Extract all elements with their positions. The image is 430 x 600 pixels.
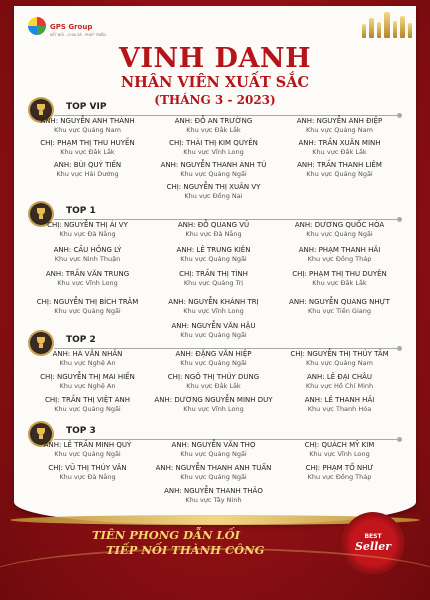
trophy-icon — [377, 22, 381, 38]
honoree-name: DƯƠNG QUỐC HÒA — [314, 221, 385, 229]
honoree-prefix: ANH: — [171, 441, 190, 449]
honoree-area: Khu vực Hồ Chí Minh — [305, 382, 374, 390]
honoree-prefix: ANH: — [289, 298, 307, 306]
honoree-name-line — [152, 183, 275, 192]
honoree — [278, 464, 401, 481]
honoree-name-line — [152, 298, 275, 307]
divider — [54, 439, 400, 440]
honoree-name: NGUYỄN ANH THÀNH — [60, 117, 135, 125]
honoree-area: Khu vực Hải Dương — [56, 170, 119, 178]
honoree-name: NGUYỄN THỊ THÚY TÂM — [307, 350, 389, 358]
honoree-name-line — [26, 221, 149, 230]
honoree-name-line — [152, 396, 275, 405]
honoree-prefix: ANH: — [296, 117, 315, 125]
decorative-wave — [0, 548, 430, 600]
honoree-area: Khu vực Vĩnh Long — [183, 307, 244, 315]
honoree-area: Khu vực Đà Nẵng — [185, 230, 242, 238]
honoree-area: Khu vực Quảng Ngãi — [180, 255, 247, 263]
honoree-prefix: ANH: — [298, 246, 317, 254]
honoree-name: NGUYỄN THANH ANH TÚ — [180, 161, 267, 169]
brand-logo — [28, 14, 106, 37]
honoree — [26, 464, 149, 481]
honoree-name: NGUYỄN THỊ MAI HIỀN — [56, 373, 135, 381]
honoree-area: Khu vực Quảng Trị — [183, 279, 244, 287]
honoree-area: Khu vực Quảng Ngãi — [180, 331, 247, 339]
honoree-area: Khu vực Quảng Ngãi — [180, 473, 247, 481]
honoree — [26, 117, 149, 134]
honoree-name-line — [152, 322, 275, 331]
honoree — [152, 161, 275, 178]
honoree-prefix: ANH: — [40, 117, 59, 125]
honoree-area: Khu vực Vĩnh Long — [57, 279, 118, 287]
trophy-icon — [400, 16, 405, 38]
honoree — [26, 396, 149, 413]
honoree-name: DƯƠNG NGUYỄN MINH DUY — [174, 396, 273, 404]
section-top-1 — [30, 206, 400, 339]
honoree-name-line — [278, 117, 401, 126]
trophy-icon — [384, 12, 390, 38]
honoree-name: VŨ THỊ THÚY VÂN — [65, 464, 127, 472]
honoree-name-line — [278, 441, 401, 450]
brand-name: GPS Group — [50, 23, 93, 31]
honoree-prefix: ANH: — [171, 322, 190, 330]
honoree-prefix: ANH: — [155, 464, 174, 472]
period-label: (THÁNG 3 - 2023) — [154, 93, 276, 107]
honoree — [26, 350, 149, 367]
honoree-name: ĐỖ QUANG VŨ — [197, 221, 250, 229]
honoree — [152, 373, 275, 390]
honoree-name-line — [152, 161, 275, 170]
divider — [54, 219, 400, 220]
honoree-name-line — [278, 373, 401, 382]
honoree-area: Khu vực Tiền Giang — [307, 307, 371, 315]
section-top-vip — [30, 102, 400, 200]
honoree-name: HÀ VĂN NHÂN — [72, 350, 123, 358]
honoree-area: Khu vực Nghệ An — [59, 359, 116, 367]
honoree-name-line — [152, 246, 275, 255]
honoree-area: Khu vực Đắk Lắk — [312, 148, 367, 156]
page-subtitle: NHÂN VIÊN XUẤT SẮC — [120, 74, 310, 91]
honoree-prefix: CHỊ: — [167, 373, 183, 381]
honoree — [278, 139, 401, 156]
honoree-prefix: ANH: — [304, 396, 323, 404]
honoree — [26, 246, 149, 263]
honoree-name: NGUYỄN ANH ĐIỆP — [316, 117, 383, 125]
honoree — [152, 221, 275, 238]
honoree-name-line — [278, 464, 401, 473]
honoree-prefix: ANH: — [52, 350, 71, 358]
section-label: TOP 1 — [66, 206, 96, 216]
honoree-name-line — [26, 298, 149, 307]
honoree-name-line — [152, 270, 275, 279]
honoree-prefix: CHỊ: — [40, 139, 55, 147]
honoree — [26, 373, 149, 390]
honoree-area: Khu vực Quảng Ngãi — [54, 405, 121, 413]
honoree-area: Khu vực Quảng Ngãi — [180, 450, 247, 458]
honoree-prefix: CHỊ: — [48, 464, 63, 472]
honoree-name: NGUYỄN THANH THẢO — [184, 487, 263, 495]
honoree-prefix: CHỊ: — [169, 139, 184, 147]
honoree — [152, 464, 275, 481]
honoree-name: ĐẶNG VĂN HIỆP — [195, 350, 252, 358]
honoree-name: NGUYỄN THỊ BÍCH TRÂM — [53, 298, 139, 306]
honoree-name: QUÁCH MỸ KIM — [321, 441, 375, 449]
honoree-prefix: CHỊ: — [179, 270, 194, 278]
honoree — [278, 373, 401, 390]
honoree — [278, 298, 401, 315]
divider — [54, 348, 400, 349]
honoree-name: CẦU HỒNG LÝ — [73, 246, 122, 254]
honoree-prefix: ANH: — [45, 270, 64, 278]
honoree-name: NGUYỄN KHÁNH TRỊ — [188, 298, 259, 306]
honoree — [152, 396, 275, 413]
honoree-area: Khu vực Vĩnh Long — [183, 148, 244, 156]
honoree-prefix: CHỊ: — [304, 441, 320, 449]
honoree-name: ĐỖ AN TRƯỜNG — [194, 117, 253, 125]
honoree-name-line — [278, 221, 401, 230]
honoree — [152, 139, 275, 156]
honoree — [278, 246, 401, 263]
honoree — [152, 246, 275, 263]
honoree-name-line — [152, 373, 275, 382]
honoree-name-line — [278, 270, 401, 279]
honoree-name-line — [26, 117, 149, 126]
honoree-name: BÙI QUÝ TIẾN — [73, 161, 122, 169]
honoree-name: TRẦN THỊ TÌNH — [195, 270, 248, 278]
honoree-area: Khu vực Đắk Lắk — [312, 279, 367, 287]
honoree-area: Khu vực Quảng Ngãi — [306, 170, 373, 178]
honoree-name: LÊ TRUNG KIÊN — [196, 246, 251, 254]
divider — [54, 115, 400, 116]
brand-tagline: KẾT NỐI - CHIA SẺ - PHÁT TRIỂN — [50, 33, 106, 37]
honoree-name-line — [278, 396, 401, 405]
logo-mark-icon — [28, 17, 46, 35]
honoree-area: Khu vực Vĩnh Long — [309, 450, 370, 458]
honoree-area: Khu vực Quảng Ngãi — [306, 230, 373, 238]
honoree-area: Khu vực Quảng Nam — [306, 359, 373, 367]
trophy-icon — [362, 24, 366, 38]
honoree-name: LÊ ĐẠI CHÂU — [326, 373, 372, 381]
honoree-area: Khu vực Tây Ninh — [185, 496, 242, 504]
honoree-area: Khu vực Quảng Ngãi — [54, 450, 121, 458]
honoree-area: Khu vực Quảng Ngãi — [54, 307, 121, 315]
page-title: VINH DANH — [118, 43, 312, 74]
honoree-area: Khu vực Vĩnh Long — [183, 405, 244, 413]
section-label: TOP 3 — [66, 426, 96, 436]
honoree — [26, 298, 149, 315]
honoree-name-line — [152, 441, 275, 450]
honoree — [278, 161, 401, 178]
honoree-area: Khu vực Đắk Lắk — [60, 148, 115, 156]
honoree — [152, 350, 275, 367]
honoree-prefix: ANH: — [160, 161, 179, 169]
honoree-name: NGUYỄN THANH ANH TUẤN — [175, 464, 272, 472]
honoree — [278, 270, 401, 287]
honoree — [152, 298, 275, 315]
honoree-prefix: ANH: — [43, 441, 62, 449]
honoree — [152, 487, 275, 504]
honoree-name: TRẦN THANH LIÊM — [317, 161, 382, 169]
seal-top-text: BEST — [364, 533, 382, 540]
trophy-icon — [369, 18, 374, 38]
honoree-prefix: ANH: — [168, 298, 186, 306]
honoree — [26, 161, 149, 178]
honoree-name-line — [278, 350, 401, 359]
honoree-name-line — [152, 221, 275, 230]
honoree-name-line — [152, 464, 275, 473]
honoree-name-line — [152, 139, 275, 148]
honoree-name: THÁI THỊ KIM QUYÊN — [185, 139, 258, 147]
seal-main-text: Seller — [354, 540, 392, 553]
honoree-prefix: ANH: — [176, 246, 195, 254]
honoree-name: TRẦN VĂN TRUNG — [65, 270, 130, 278]
honoree-name: TRẦN THỊ VIỆT ANH — [61, 396, 131, 404]
honoree-name: LÊ THANH HẢI — [324, 396, 375, 404]
section-top-3 — [30, 426, 400, 504]
honoree — [152, 270, 275, 287]
honoree-area: Khu vực Đồng Tháp — [307, 255, 372, 263]
honoree-name-line — [26, 464, 149, 473]
honoree-area: Khu vực Ninh Thuận — [54, 255, 121, 263]
slogan-line1: TIÊN PHONG DẪN LỐI — [92, 528, 240, 542]
honoree-area: Khu vực Đắk Lắk — [186, 382, 241, 390]
honoree — [26, 270, 149, 287]
honoree-name-line — [26, 373, 149, 382]
honoree-area: Khu vực Đà Nẵng — [59, 230, 116, 238]
honoree-name: NGÔ THỊ THÚY DUNG — [184, 373, 260, 381]
honoree-name-line — [152, 487, 275, 496]
honoree-prefix: CHỊ: — [36, 298, 52, 306]
honoree-prefix: ANH: — [174, 117, 193, 125]
honoree-name-line — [278, 161, 401, 170]
honoree-name-line — [26, 396, 149, 405]
trophy-icon — [393, 21, 397, 38]
honoree-prefix: CHỊ: — [40, 373, 55, 381]
honoree-area: Khu vực Quảng Nam — [54, 126, 121, 134]
honoree — [278, 350, 401, 367]
honoree-name-line — [26, 270, 149, 279]
honoree-name: NGUYỄN THỊ XUÂN VY — [183, 183, 261, 191]
trophy-icon — [408, 23, 412, 38]
honoree-name-line — [26, 161, 149, 170]
honoree-prefix: ANH: — [298, 139, 317, 147]
honoree-name: NGUYỄN QUANG NHỰT — [308, 298, 390, 306]
honoree-name-line — [278, 298, 401, 307]
honoree-area: Khu vực Quảng Ngãi — [180, 359, 247, 367]
honoree-name: PHẠM THỊ THU HUYỀN — [57, 139, 135, 147]
honoree-name-line — [278, 246, 401, 255]
honoree-name: LÊ TRẦN MINH QUÝ — [63, 441, 132, 449]
section-top-2 — [30, 335, 400, 413]
honoree-prefix: ANH: — [164, 487, 182, 495]
honoree-prefix: ANH: — [297, 161, 315, 169]
honoree-prefix: CHỊ: — [290, 350, 305, 358]
honoree-name-line — [152, 117, 275, 126]
honoree-prefix: ANH: — [53, 246, 72, 254]
honoree-name: NGUYỄN VĂN HẬU — [191, 322, 256, 330]
honoree-name: PHẠM THANH HẢI — [318, 246, 381, 254]
honoree-prefix: CHỊ: — [292, 270, 307, 278]
honoree — [278, 117, 401, 134]
honoree-area: Khu vực Đồng Nai — [184, 192, 243, 200]
honoree — [152, 183, 275, 200]
honoree — [278, 396, 401, 413]
honoree-name: NGUYỄN VĂN THỌ — [191, 441, 256, 449]
honoree — [26, 441, 149, 458]
honoree-area: Khu vực Thanh Hóa — [307, 405, 372, 413]
honoree-prefix: ANH: — [294, 221, 313, 229]
slogan-line2: TIẾP NỐI THÀNH CÔNG — [106, 543, 265, 557]
honoree-name: PHẠM THỊ THU DUYÊN — [309, 270, 387, 278]
honoree — [26, 139, 149, 156]
honoree-area: Khu vực Quảng Nam — [306, 126, 373, 134]
honoree-name-line — [278, 139, 401, 148]
honoree-name: TRẦN XUÂN MINH — [318, 139, 381, 147]
honoree-area: Khu vực Đà Nẵng — [59, 473, 116, 481]
trophy-decoration — [362, 12, 412, 38]
honoree-prefix: ANH: — [175, 350, 194, 358]
honoree — [278, 441, 401, 458]
honoree-name: PHẠM TỐ NHƯ — [322, 464, 374, 472]
honoree-prefix: ANH: — [177, 221, 196, 229]
section-label: TOP VIP — [66, 102, 107, 112]
honoree-prefix: CHỊ: — [44, 396, 60, 404]
honoree-prefix: ANH: — [154, 396, 173, 404]
honoree-area: Khu vực Đồng Tháp — [307, 473, 372, 481]
honoree-prefix: CHỊ: — [305, 464, 321, 472]
honoree — [152, 117, 275, 134]
header — [0, 44, 430, 108]
honoree — [152, 441, 275, 458]
honoree-prefix: CHỊ: — [166, 183, 182, 191]
section-label: TOP 2 — [66, 335, 96, 345]
honoree-area: Khu vực Nghệ An — [59, 382, 116, 390]
honoree-name-line — [26, 246, 149, 255]
honoree-prefix: CHỊ: — [47, 221, 62, 229]
honoree-name-line — [26, 350, 149, 359]
honoree-area: Khu vực Đắk Lắk — [186, 126, 241, 134]
honoree-prefix: ANH: — [306, 373, 325, 381]
honoree-name: NGUYỄN THỊ ÁI VY — [63, 221, 128, 229]
honoree-area: Khu vực Quảng Ngãi — [180, 170, 247, 178]
honoree-prefix: ANH: — [53, 161, 72, 169]
honoree — [278, 221, 401, 238]
honoree-name-line — [152, 350, 275, 359]
honoree-name-line — [26, 441, 149, 450]
honoree-name-line — [26, 139, 149, 148]
honoree — [26, 221, 149, 238]
